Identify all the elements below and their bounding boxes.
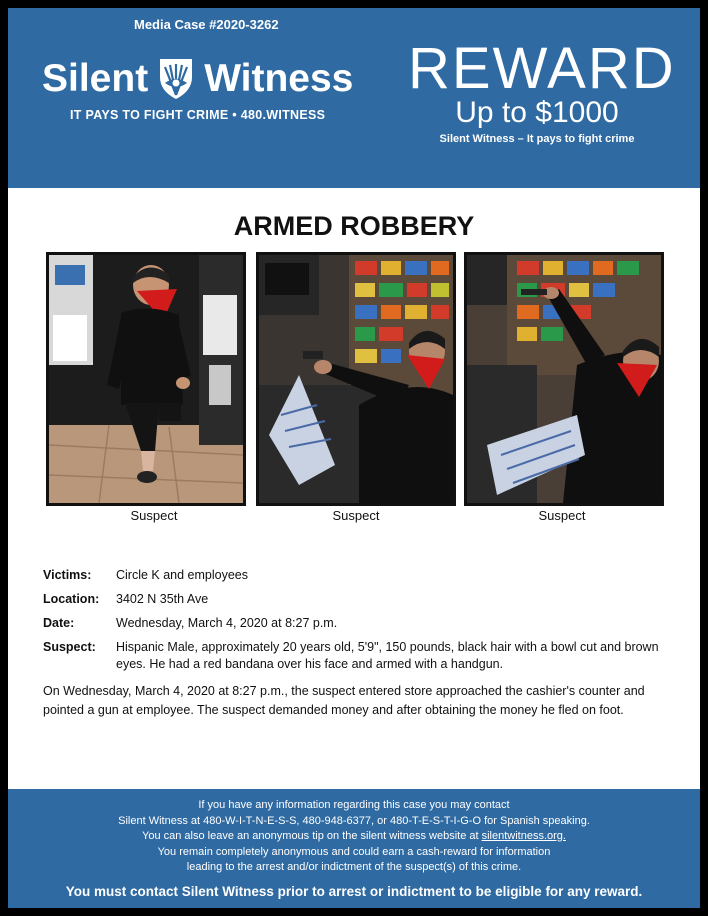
footer-line-5: leading to the arrest and/or indictment of the suspect(s) of this crime.	[186, 861, 522, 873]
flyer-page	[8, 8, 700, 908]
suspect-description: Hispanic Male, approximately 20 years old, 5'9", 150 pounds, black hair with a bowl cut and brown eyes. He had a red bandana over his face and armed with a handgun.	[116, 640, 659, 671]
reward-subtitle: Silent Witness – It pays to fight crime	[439, 133, 635, 145]
suspect-photo-1	[46, 252, 246, 506]
date-value: Wednesday, March 4, 2020 at 8:27 p.m.	[116, 616, 338, 630]
website-link[interactable]: silentwitness.org.	[481, 830, 566, 842]
reward-title: REWARD	[408, 36, 676, 101]
footer-line-1: If you have any information regarding this case you may contact	[198, 799, 510, 811]
page-title: ARMED ROBBERY	[233, 211, 475, 241]
footer-line-2: Silent Witness at 480-W-I-T-N-E-S-S, 480-948-6377, or 480-T-E-S-T-I-G-O for Spanish speaking.	[118, 814, 590, 827]
shield-eye-icon	[156, 55, 196, 101]
suspect-label: Suspect:	[43, 640, 96, 654]
location-value: 3402 N 35th Ave	[116, 592, 209, 606]
suspect-photo-2	[256, 252, 456, 506]
media-case-number: Media Case #2020-3262	[134, 17, 279, 32]
victims-row	[43, 567, 673, 584]
reward-eligibility-notice: You must contact Silent Witness prior to arrest or indictment to be eligible for any reward.	[65, 883, 643, 899]
reward-amount: Up to $1000	[455, 96, 619, 129]
photo-caption-1: Suspect	[130, 508, 178, 523]
footer-line-3	[8, 829, 700, 845]
suspect-image-counter	[259, 255, 453, 503]
victims-value: Circle K and employees	[116, 568, 249, 582]
footer-line-3-text: You can also leave an anonymous tip on the silent witness website at	[142, 830, 482, 842]
logo-word-silent: Silent	[42, 56, 149, 100]
date-row	[43, 615, 673, 632]
photo-caption-3: Suspect	[538, 508, 586, 523]
victims-label: Victims:	[43, 568, 92, 582]
suspect-photo-3	[464, 252, 664, 506]
photo-caption-2: Suspect	[332, 508, 380, 523]
suspect-row	[43, 639, 673, 673]
logo-tagline: IT PAYS TO FIGHT CRIME • 480.WITNESS	[70, 108, 326, 122]
footer-banner	[8, 789, 700, 908]
header-banner	[8, 8, 700, 188]
location-label: Location:	[43, 592, 100, 606]
incident-narrative: On Wednesday, March 4, 2020 at 8:27 p.m., the suspect entered store approached the cashier's counter and pointed a gun at employee. The suspect demanded money and after obtaining the money he fled on foot.	[43, 684, 645, 717]
case-details	[43, 567, 673, 680]
suspect-image-reach	[467, 255, 661, 503]
suspect-image-doorway	[49, 255, 243, 503]
date-label: Date:	[43, 616, 75, 630]
footer-line-4: You remain completely anonymous and could earn a cash-reward for information	[157, 845, 551, 858]
location-row	[43, 591, 673, 608]
silent-witness-logo	[42, 54, 353, 102]
logo-word-witness: Witness	[204, 56, 354, 100]
